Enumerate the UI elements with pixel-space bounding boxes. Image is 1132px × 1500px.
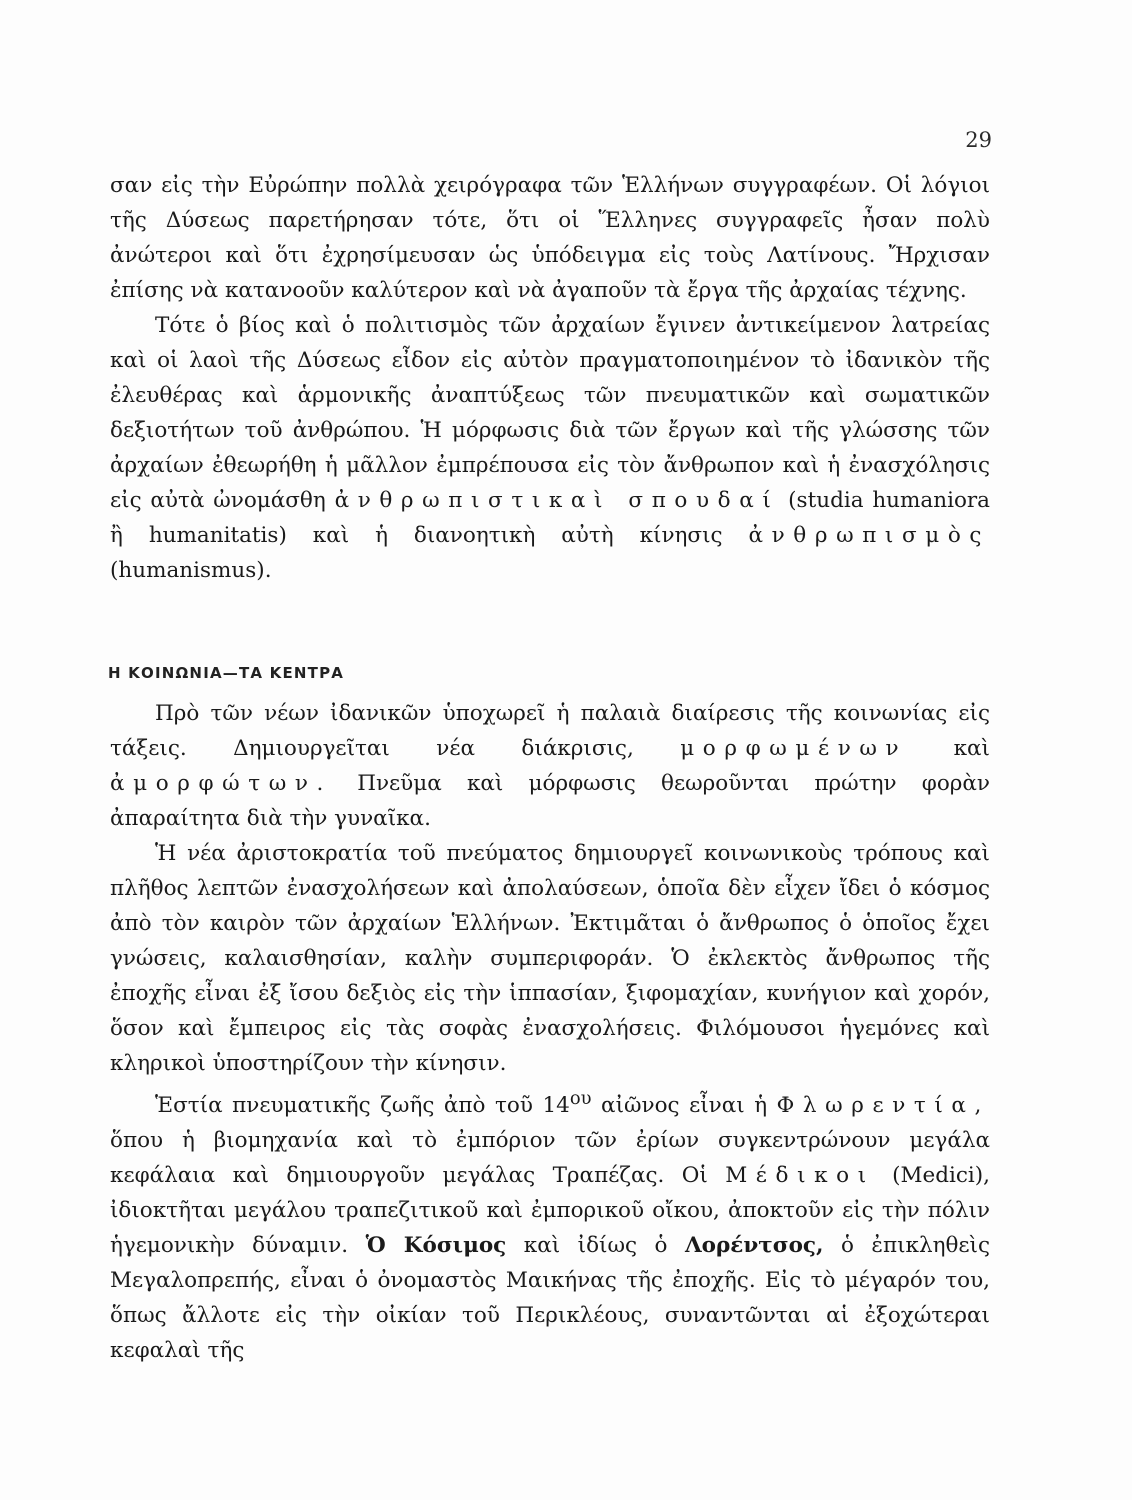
spaced-term-medici: Μέδικοι	[725, 1163, 875, 1189]
section-humanism-text	[110, 168, 990, 588]
section-society-text	[110, 696, 990, 1368]
bold-name-lorenzo: Λορέντσος,	[684, 1233, 824, 1259]
page-number: 29	[965, 128, 992, 152]
paragraph-text: Τότε ὁ βίος καὶ ὁ πολιτισμὸς τῶν ἀρχαίων ἔγινεν ἀντικείμενον λατρείας καὶ οἱ λαοὶ τῆς Δύσεως εἶδον εἰς αὐτὸν πραγματοποιημένον τὸ ἰδανικὸν τῆς ἐλευθέρας καὶ ἁρμονικῆς ἀναπτύξεως τῶν πνευματικῶν καὶ σωματικῶν δεξιοτήτων τοῦ ἀνθρώπου. Ἡ μόρφωσις διὰ τῶν ἔργων καὶ τῆς γλώσσης τῶν ἀρχαίων ἐθεωρήθη ἡ μᾶλλον ἐμπρέπουσα εἰς τὸν ἄνθρωπον καὶ ἡ ἐνασχόλησις εἰς αὐτὰ ὠνομάσθη	[110, 313, 990, 513]
paragraph-text: (humanismus).	[110, 558, 272, 583]
spaced-term-uneducated: ἀμορφώτων.	[110, 771, 332, 796]
spaced-term-educated: μορφωμένων	[680, 736, 908, 761]
paragraph-text: ὁ ἐπικληθεὶς Μεγαλοπρεπής, εἶναι ὁ ὀνομαστὸς Μαικήνας τῆς ἐποχῆς. Εἰς τὸ μέγαρόν του, ὅπως ἄλλοτε εἰς τὴν οἰκίαν τοῦ Περικλέους, συναντῶνται αἱ ἐξοχώτεραι κεφαλαὶ τῆς	[110, 1233, 991, 1364]
paragraph-text: Πνεῦμα καὶ μόρφωσις θεωροῦνται πρώτην φορὰν ἀπαραίτητα διὰ τὴν γυναῖκα.	[110, 771, 990, 831]
paragraph-text: καὶ	[953, 736, 990, 761]
section-heading: Η ΚΟΙΝΩΝΙΑ—ΤΑ ΚΕΝΤΡΑ	[108, 664, 345, 682]
paragraph-text: (Medici), ἰδιοκτῆται μεγάλου τραπεζιτικοῦ καὶ ἐμπορικοῦ οἴκου, ἀποκτοῦν εἰς τὴν πόλιν ἡγεμονικὴν δύναμιν.	[110, 1163, 991, 1259]
paragraph-text: Ἑστία πνευματικῆς ζωῆς ἀπὸ τοῦ 14	[155, 1093, 570, 1119]
paragraph-florence	[110, 1081, 990, 1368]
spaced-term-humanism: ἀνθρωπισμὸς	[748, 523, 990, 548]
paragraph-new-ideals	[110, 696, 990, 836]
paragraph-greek-manuscripts: σαν εἰς τὴν Εὐρώπην πολλὰ χειρόγραφα τῶν Ἑλλήνων συγγραφέων. Οἱ λόγιοι τῆς Δύσεως παρετήρησαν τότε, ὅτι οἱ Ἕλληνες συγγραφεῖς ἦσαν πολὺ ἀνώτεροι καὶ ὅτι ἐχρησίμευσαν ὡς ὑπόδειγμα εἰς τοὺς Λατίνους. Ἤρχισαν ἐπίσης νὰ κατανοοῦν καλύτερον καὶ νὰ ἀγαποῦν τὰ ἔργα τῆς ἀρχαίας τέχνης.	[110, 173, 990, 303]
paragraph-new-aristocracy: Ἡ νέα ἀριστοκρατία τοῦ πνεύματος δημιουργεῖ κοινωνικοὺς τρόπους καὶ πλῆθος λεπτῶν ἐνασχολήσεων καὶ ἀπολαύσεων, ὁποῖα δὲν εἶχεν ἴδει ὁ κόσμος ἀπὸ τὸν καιρὸν τῶν ἀρχαίων Ἑλλήνων. Ἐκτιμᾶται ὁ ἄνθρωπος ὁ ὁποῖος ἔχει γνώσεις, καλαισθησίαν, καλὴν συμπεριφοράν. Ὁ ἐκλεκτὸς ἄνθρωπος τῆς ἐποχῆς εἶναι ἐξ ἴσου δεξιὸς εἰς τὴν ἱππασίαν, ξιφομαχίαν, κυνήγιον καὶ χορόν, ὅσον καὶ ἔμπειρος εἰς τὰς σοφὰς ἐνασχολήσεις. Φιλόμουσοι ἡγεμόνες καὶ κληρικοὶ ὑποστηρίζουν τὴν κίνησιν.	[110, 841, 990, 1076]
spaced-term-florence: Φλωρεντία,	[776, 1093, 990, 1119]
paragraph-text: ὅπου ἡ βιομηχανία καὶ τὸ ἐμπόριον τῶν ἐρίων συγκεντρώνουν μεγάλα κεφάλαια καὶ δημιουργοῦν μεγάλας Τραπέζας. Οἱ	[110, 1128, 990, 1189]
ordinal-superscript: ου	[569, 1088, 592, 1109]
paragraph-text: (studia humaniora ἢ humanitatis) καὶ ἡ διανοητικὴ αὐτὴ κίνησις	[110, 488, 990, 548]
bold-name-cosimo: Ὁ Κόσιμος	[365, 1233, 507, 1259]
paragraph-text: καὶ ἰδίως ὁ	[523, 1233, 668, 1259]
spaced-term-humanistic-studies: ἀνθρωπιστικαὶ σπουδαί	[334, 488, 780, 513]
paragraph-humanism	[110, 308, 990, 588]
paragraph-text: αἰῶνος εἶναι ἡ	[601, 1093, 768, 1119]
paragraph-text: Πρὸ τῶν νέων ἰδανικῶν ὑποχωρεῖ ἡ παλαιὰ διαίρεσις τῆς κοινωνίας εἰς τάξεις. Δημιουργεῖται νέα διάκρισις,	[110, 701, 990, 761]
